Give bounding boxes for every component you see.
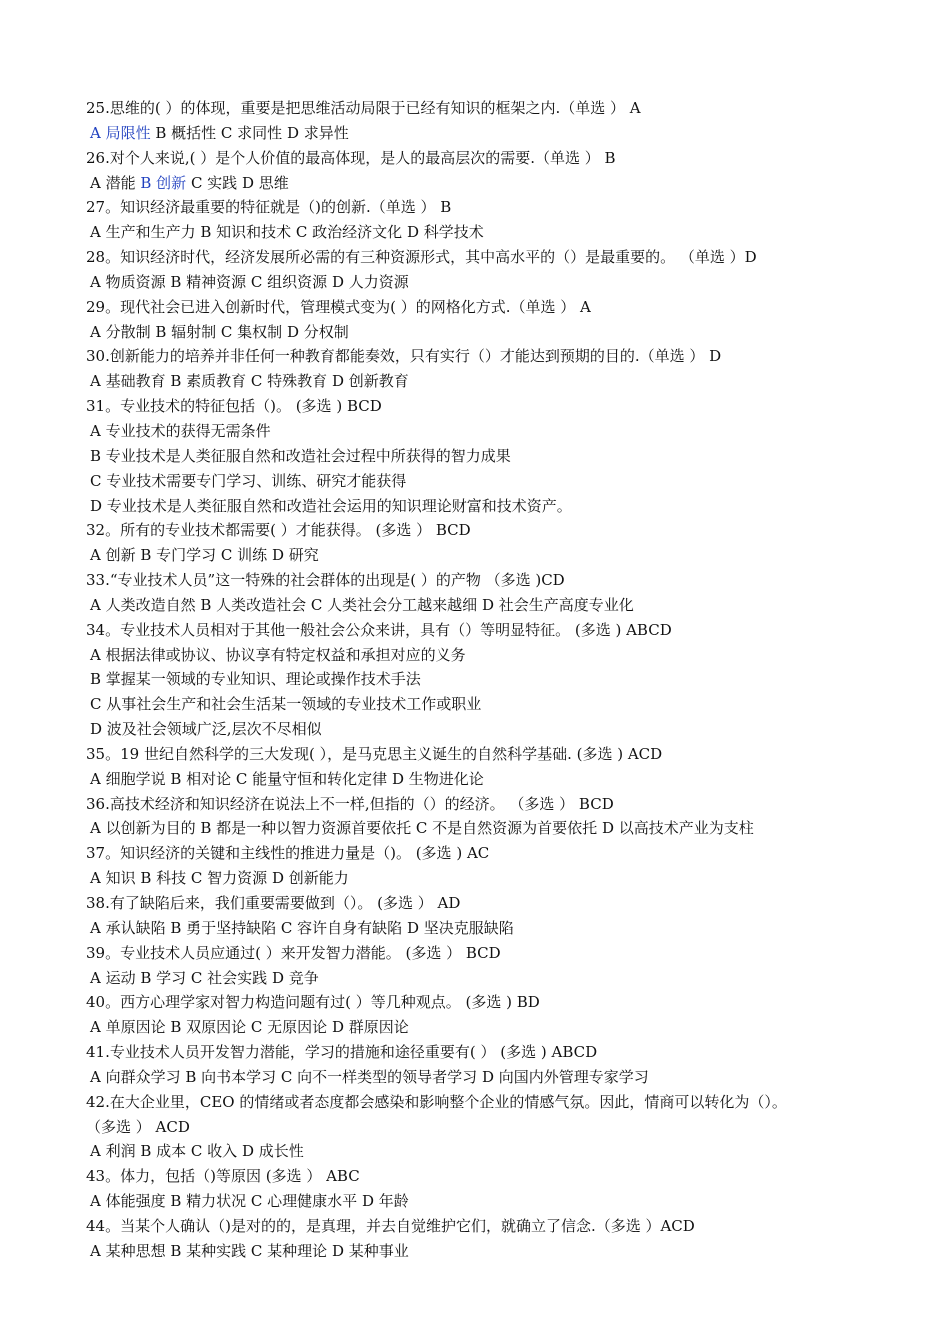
question-text: 28。知识经济时代，经济发展所必需的有三种资源形式，其中高水平的（）是最重要的。 （单选 ）D [86,248,757,267]
question-text: 34。专业技术人员相对于其他一般社会公众来讲，具有（）等明显特征。 (多选 ) ABCD [86,620,672,639]
option-text: A 根据法律或协议、协议享有特定权益和承担对应的义务 [90,645,466,664]
options-line [86,419,886,444]
question-line [86,568,886,593]
option-text: A 创新 B 专门学习 C 训练 D 研究 [90,546,319,565]
question-line [86,1090,886,1115]
option-text: A 专业技术的获得无需条件 [90,421,271,440]
option-text: C 实践 D 思维 [186,173,289,192]
question-line [86,146,886,171]
options-line [86,270,886,295]
question-line [86,941,886,966]
option-text: A 基础教育 B 素质教育 C 特殊教育 D 创新教育 [90,372,409,391]
options-line [86,667,886,692]
question-line [86,618,886,643]
question-text: 30.创新能力的培养并非任何一种教育都能奏效，只有实行（）才能达到预期的目的.（单选 ） D [86,347,722,366]
option-text: A 利润 B 成本 C 收入 D 成长性 [90,1142,304,1161]
option-text: A 运动 B 学习 C 社会实践 D 竞争 [90,968,319,987]
question-line [86,990,886,1015]
question-line [86,344,886,369]
options-line [86,866,886,891]
options-line [86,220,886,245]
options-line [86,1139,886,1164]
option-text: A 知识 B 科技 C 智力资源 D 创新能力 [90,869,349,888]
question-text: 25.思维的( ）的体现，重要是把思维活动局限于已经有知识的框架之内.（单选 ） A [86,99,641,117]
option-text: A 物质资源 B 精神资源 C 组织资源 D 人力资源 [90,272,409,291]
question-line [86,792,886,817]
options-line [86,966,886,991]
question-line [86,245,886,270]
question-text: 33.“专业技术人员”这一特殊的社会群体的出现是( ）的产物 （多选 )CD [86,571,565,590]
option-text: A 生产和生产力 B 知识和技术 C 政治经济文化 D 科学技术 [90,223,484,242]
option-text: A 分散制 B 辐射制 C 集权制 D 分权制 [90,322,349,341]
question-text: 29。现代社会已进入创新时代，管理模式变为( ）的网格化方式.（单选 ） A [86,297,591,316]
document-page [86,96,886,1264]
question-line [86,518,886,543]
options-line [86,369,886,394]
question-text: 31。专业技术的特征包括（)。 (多选 ) BCD [86,397,382,416]
options-line [86,171,886,196]
option-text: A 潜能 [90,173,141,192]
question-line [86,1164,886,1189]
question-text: 37。知识经济的关键和主线性的推进力量是（)。 (多选 ) AC [86,844,490,863]
options-line [86,494,886,519]
options-line [86,1189,886,1214]
option-text: A 单原因论 B 双原因论 C 无原因论 D 群原因论 [90,1018,409,1037]
options-line [86,1239,886,1264]
question-continuation [86,1115,886,1140]
option-text: A 以创新为目的 B 都是一种以智力资源首要依托 C 不是自然资源为首要依托 D 以高技术产业为支柱 [90,819,754,838]
option-text: （多选 ） ACD [86,1117,190,1136]
options-line [86,1065,886,1090]
option-text: C 从事社会生产和社会生活某一领域的专业技术工作或职业 [90,695,482,714]
option-text: C 专业技术需要专门学习、训练、研究才能获得 [90,471,407,490]
option-text: A 人类改造自然 B 人类改造社会 C 人类社会分工越来越细 D 社会生产高度专业化 [90,595,634,614]
options-line [86,643,886,668]
question-text: 42.在大企业里，CEO 的情绪或者态度都会感染和影响整个企业的情感气氛。因此，情商可以转化为（）。 [86,1092,787,1111]
options-line [86,767,886,792]
option-text: B 掌握某一领域的专业知识、理论或操作技术手法 [90,670,421,689]
options-line [86,121,886,146]
highlighted-answer: B 创新 [140,173,187,192]
question-line [86,96,886,121]
question-text: 44。当某个人确认（)是对的的，是真理，并去自觉维护它们，就确立了信念.（多选 ）ACD [86,1216,695,1235]
options-line [86,543,886,568]
option-text: A 某种思想 B 某种实践 C 某种理论 D 某种事业 [90,1241,409,1260]
options-line [86,320,886,345]
option-text: D 专业技术是人类征服自然和改造社会运用的知识理论财富和技术资产。 [90,496,572,515]
option-text: A 细胞学说 B 相对论 C 能量守恒和转化定律 D 生物进化论 [90,769,484,788]
question-text: 26.对个人来说,( ）是个人价值的最高体现，是人的最高层次的需要.（单选 ） B [86,148,616,167]
options-line [86,444,886,469]
question-text: 32。所有的专业技术都需要( ）才能获得。 (多选 ） BCD [86,521,471,540]
option-text: D 波及社会领域广泛,层次不尽相似 [90,720,322,739]
question-line [86,891,886,916]
question-line [86,1214,886,1239]
options-line [86,816,886,841]
question-text: 27。知识经济最重要的特征就是（)的创新.（单选 ） B [86,198,452,217]
question-text: 39。专业技术人员应通过( ）来开发智力潜能。 (多选 ） BCD [86,943,501,962]
option-text: A 体能强度 B 精力状况 C 心理健康水平 D 年龄 [90,1192,409,1211]
option-text: A 承认缺陷 B 勇于坚持缺陷 C 容许自身有缺陷 D 坚决克服缺陷 [90,918,514,937]
option-text: B 概括性 C 求同性 D 求异性 [150,123,349,142]
options-line [86,1015,886,1040]
question-line [86,1040,886,1065]
question-line [86,195,886,220]
highlighted-answer: A 局限性 [90,123,151,142]
option-text: A 向群众学习 B 向书本学习 C 向不一样类型的领导者学习 D 向国内外管理专家学习 [90,1067,649,1086]
options-line [86,916,886,941]
question-line [86,394,886,419]
question-text: 43。体力，包括（)等原因 (多选 ） ABC [86,1167,360,1186]
question-text: 38.有了缺陷后来，我们重要需要做到（）。 (多选 ） AD [86,894,461,912]
question-line [86,295,886,320]
option-text: B 专业技术是人类征服自然和改造社会过程中所获得的智力成果 [90,446,511,465]
options-line [86,692,886,717]
options-line [86,593,886,618]
options-line [86,717,886,742]
options-line [86,469,886,494]
question-text: 40。西方心理学家对智力构造问题有过( ）等几种观点。 (多选 ) BD [86,993,540,1012]
question-text: 36.高技术经济和知识经济在说法上不一样,但指的（）的经济。 （多选 ） BCD [86,794,614,813]
question-line [86,841,886,866]
question-text: 35。19 世纪自然科学的三大发现( ），是马克思主义诞生的自然科学基础. (多选 ) ACD [86,744,663,763]
question-text: 41.专业技术人员开发智力潜能，学习的措施和途径重要有( ） (多选 ) ABCD [86,1043,598,1062]
question-line [86,742,886,767]
